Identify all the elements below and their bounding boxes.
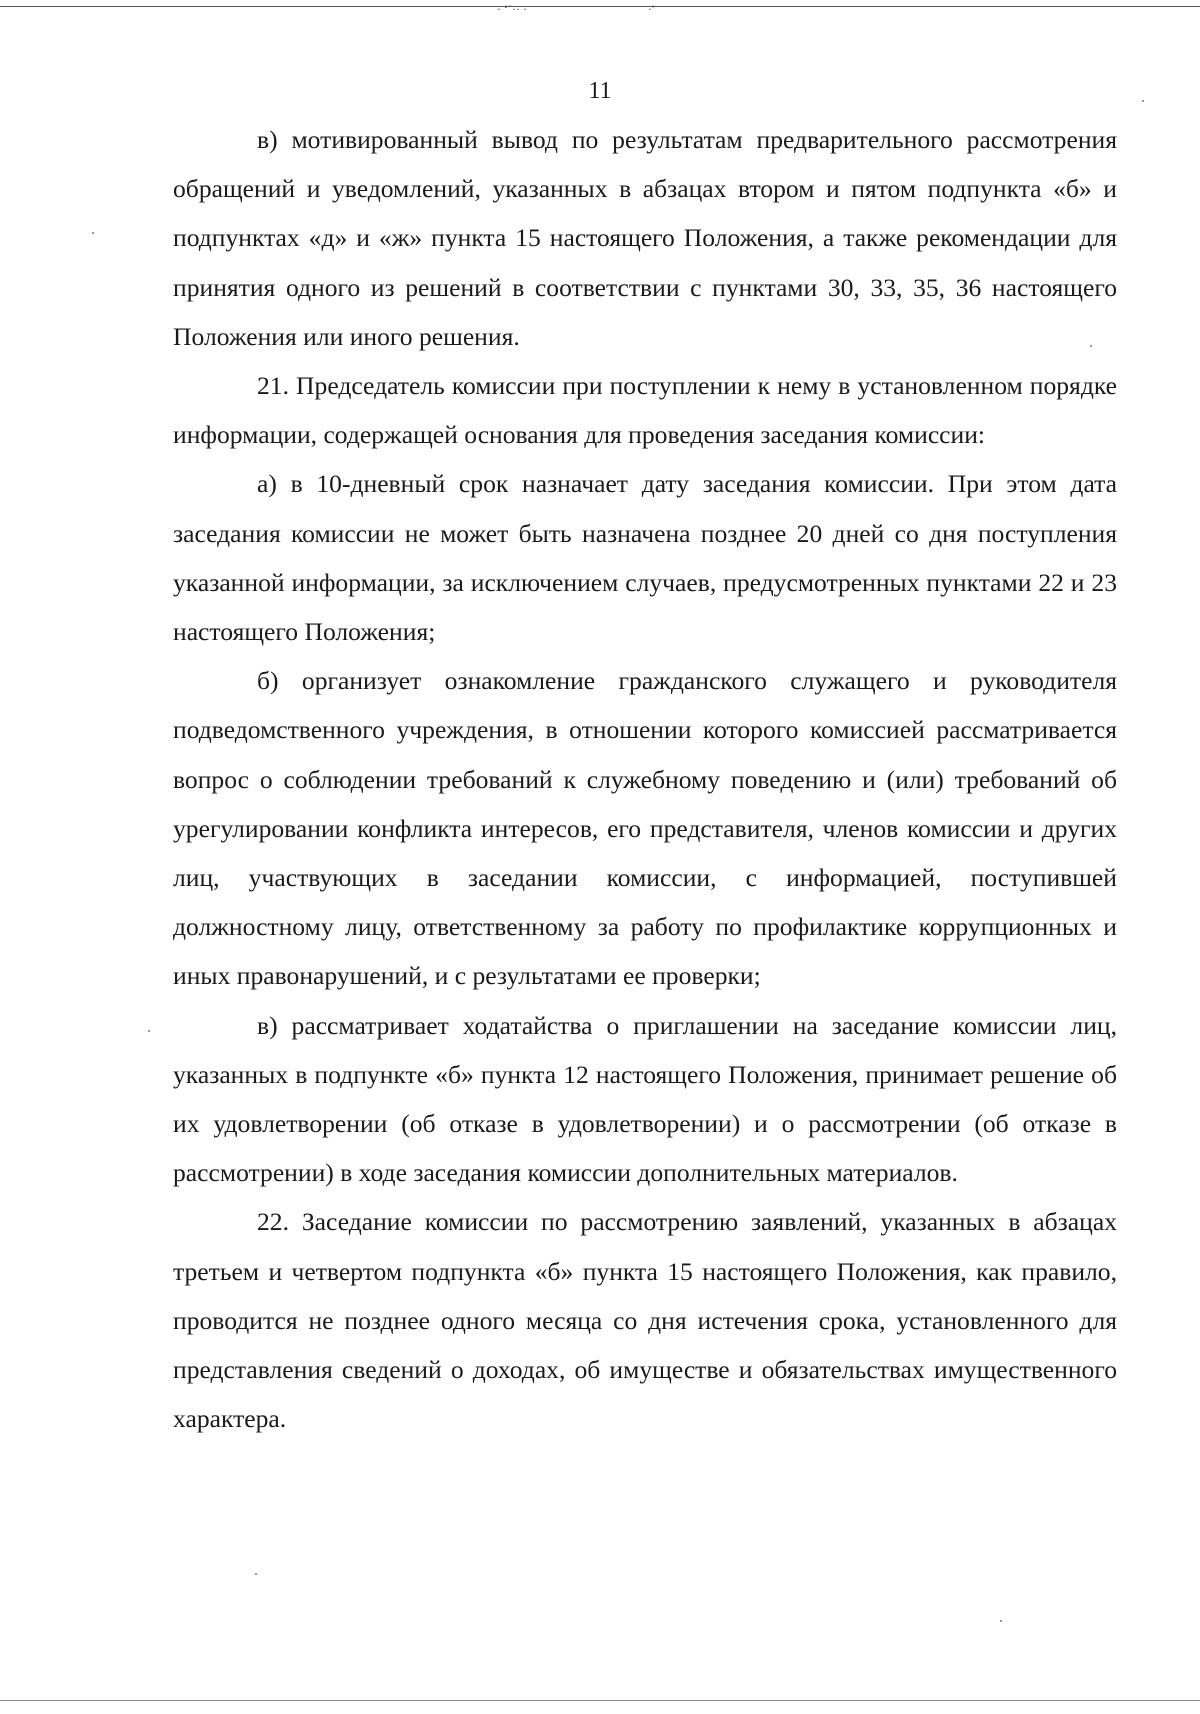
paragraph-20v: в) мотивированный вывод по результатам предварительного рассмотрения обращений и уведомлений, указанных в абзацах втором и пятом подпункта «б» и подпунктах «д» и «ж» пункта 15 настоящего Положения, а также рекомендации для принятия одного из решений в соответствии с пунктами 30, 33, 35, 36 настоящего Положения или иного решения. [173,125,1117,351]
paragraph-21b: б) организует ознакомление гражданского служащего и руководителя подведомственного учреждения, в отношении которого комиссией рассматривается вопрос о соблюдении требований к служебному поведению и (или) требований об урегулировании конфликта интересов, его представителя, членов комиссии и других лиц, участвующих в заседании комиссии, с информацией, поступившей должностному лицу, ответственному за работу по профилактике коррупционных и иных правонарушений, и с результатами ее проверки; [173,666,1117,991]
page-number: 11 [588,78,612,104]
paragraph-21: 21. Председатель комиссии при поступлении к нему в установленном порядке информации, содержащей основания для проведения заседания комиссии: [173,371,1117,450]
paragraph-21v: в) рассматривает ходатайства о приглашении на заседание комиссии лиц, указанных в подпункте «б» пункта 12 настоящего Положения, принимает решение об их удовлетворении (об отказе в удовлетворении) и о рассмотрении (об отказе в рассмотрении) в ходе заседания комиссии дополнительных материалов. [173,1010,1117,1188]
paragraph-22: 22. Заседание комиссии по рассмотрению заявлений, указанных в абзацах третьем и четвертом подпункта «б» пункта 15 настоящего Положения, как правило, проводится не позднее одного месяца со дня истечения срока, установленного для представления сведений о доходах, об имуществе и обязательствах имущественного характера. [173,1207,1117,1434]
bottom-scan-border [0,1700,1200,1701]
scan-artifact: ·' [648,2,655,16]
document-body [173,115,1117,1443]
scan-speck [148,1030,150,1032]
scan-speck [92,232,94,234]
paragraph-21a: а) в 10-дневный срок назначает дату заседания комиссии. При этом дата заседания комиссии не может быть назначена позднее 20 дней со дня поступления указанной информации, за исключением случаев, предусмотренных пунктами 22 и 23 настоящего Положения; [173,469,1117,647]
top-scan-border [0,6,1200,7]
scan-speck [1000,1620,1002,1622]
scan-artifact: · ʻ˙·· · [497,2,527,16]
scan-speck [255,1573,257,1575]
